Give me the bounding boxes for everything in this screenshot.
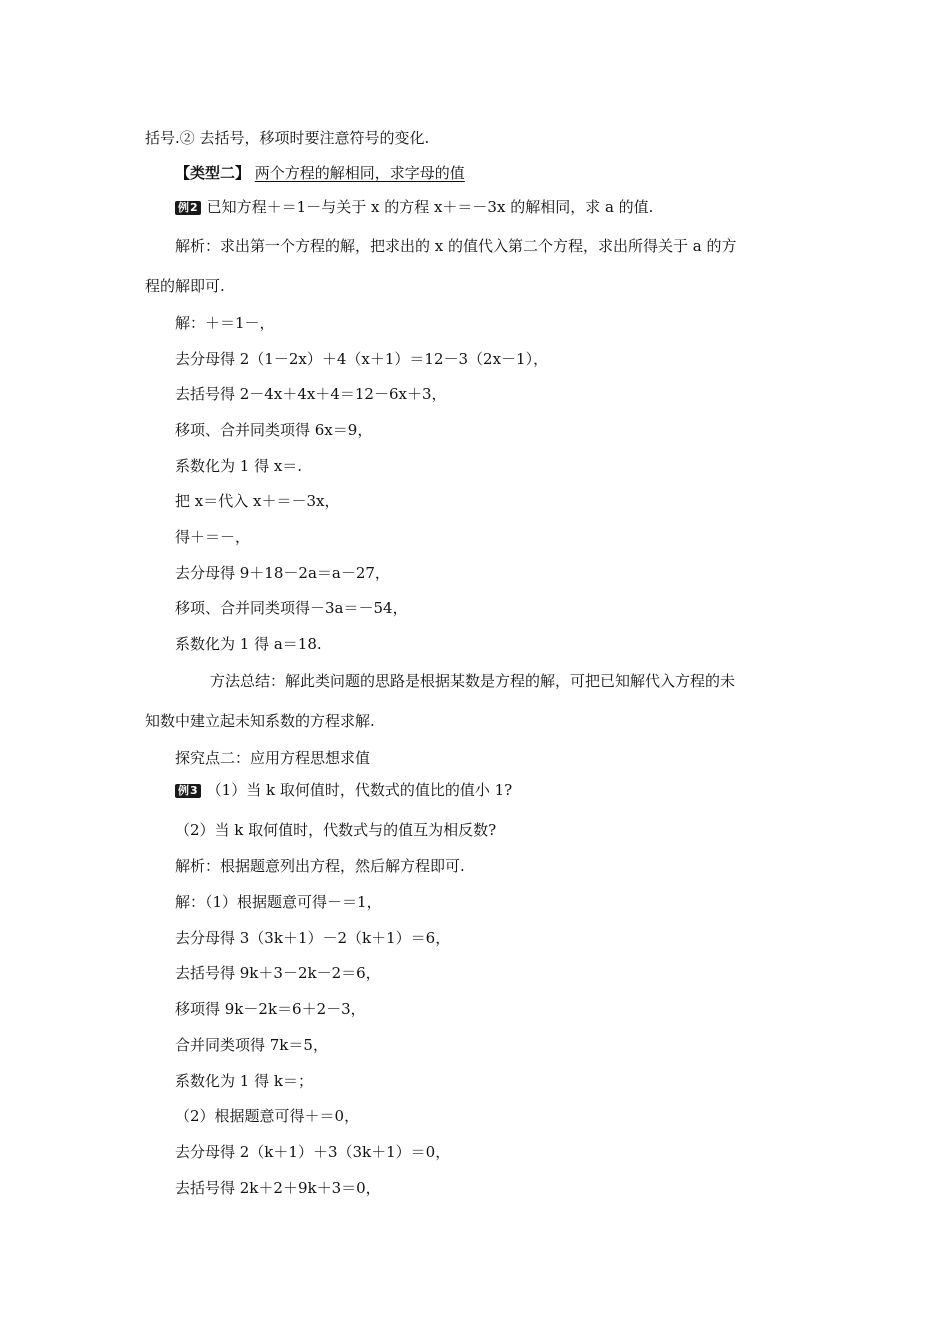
example-badge: 例2 — [175, 201, 201, 215]
text-line: 把 x＝代入 x＋＝－3x， — [175, 492, 340, 510]
text-line: 系数化为 1 得 k＝； — [175, 1072, 313, 1090]
text-line: 去括号得 9k＋3－2k－2＝6， — [175, 964, 381, 982]
text-line: 移项得 9k－2k＝6＋2－3， — [175, 1000, 366, 1018]
text-line: 去分母得 9＋18－2a＝a－27， — [175, 564, 390, 582]
text-line: 去括号得 2－4x＋4x＋4＝12－6x＋3， — [175, 385, 447, 403]
section-heading — [175, 163, 465, 183]
text-line: 合并同类项得 7k＝5， — [175, 1036, 328, 1054]
example-2-text: 已知方程＋＝1－与关于 x 的方程 x＋＝－3x 的解相同，求 a 的值. — [206, 198, 654, 216]
text-line: 去括号得 2k＋2＋9k＋3＝0， — [175, 1179, 381, 1197]
text-line: 解析：根据题意列出方程，然后解方程即可. — [175, 857, 465, 875]
example-3-text: （1）当 k 取何值时，代数式的值比的值小 1? — [206, 781, 513, 799]
text-line: 系数化为 1 得 a＝18. — [175, 635, 322, 653]
text-line: （2）根据题意可得＋＝0， — [175, 1107, 360, 1125]
text-line: 括号.② 去括号，移项时要注意符号的变化. — [145, 129, 430, 147]
method-summary: 方法总结：解此类问题的思路是根据某数是方程的解，可把已知解代入方程的未 — [210, 672, 736, 690]
text-line: 系数化为 1 得 x＝. — [175, 457, 303, 475]
example-3-line — [175, 780, 512, 800]
text-line: 解析：求出第一个方程的解，把求出的 x 的值代入第二个方程，求出所得关于 a 的方 — [175, 237, 737, 255]
text-line: 得＋＝－， — [175, 528, 251, 546]
example-badge: 例3 — [175, 784, 201, 798]
type-label: 【类型二】 — [175, 164, 251, 182]
text-line: 移项、合并同类项得－3a＝－54， — [175, 599, 408, 617]
text-line: 解：＋＝1－， — [175, 314, 275, 332]
text-line: 程的解即可. — [145, 277, 225, 295]
example-2-line — [175, 197, 653, 217]
text-line: 知数中建立起未知系数的方程求解. — [145, 712, 375, 730]
explore-point-heading: 探究点二：应用方程思想求值 — [175, 749, 371, 767]
text-line: 去分母得 3（3k＋1）－2（k＋1）＝6， — [175, 929, 451, 947]
text-line: 去分母得 2（k＋1）＋3（3k＋1）＝0， — [175, 1143, 451, 1161]
text-line: 解：（1）根据题意可得－＝1， — [175, 893, 382, 911]
text-line: （2）当 k 取何值时，代数式与的值互为相反数? — [175, 821, 497, 839]
text-line: 移项、合并同类项得 6x＝9， — [175, 421, 373, 439]
text-line: 去分母得 2（1－2x）＋4（x＋1）＝12－3（2x－1）， — [175, 350, 549, 368]
type-title: 两个方程的解相同，求字母的值 — [254, 164, 465, 182]
